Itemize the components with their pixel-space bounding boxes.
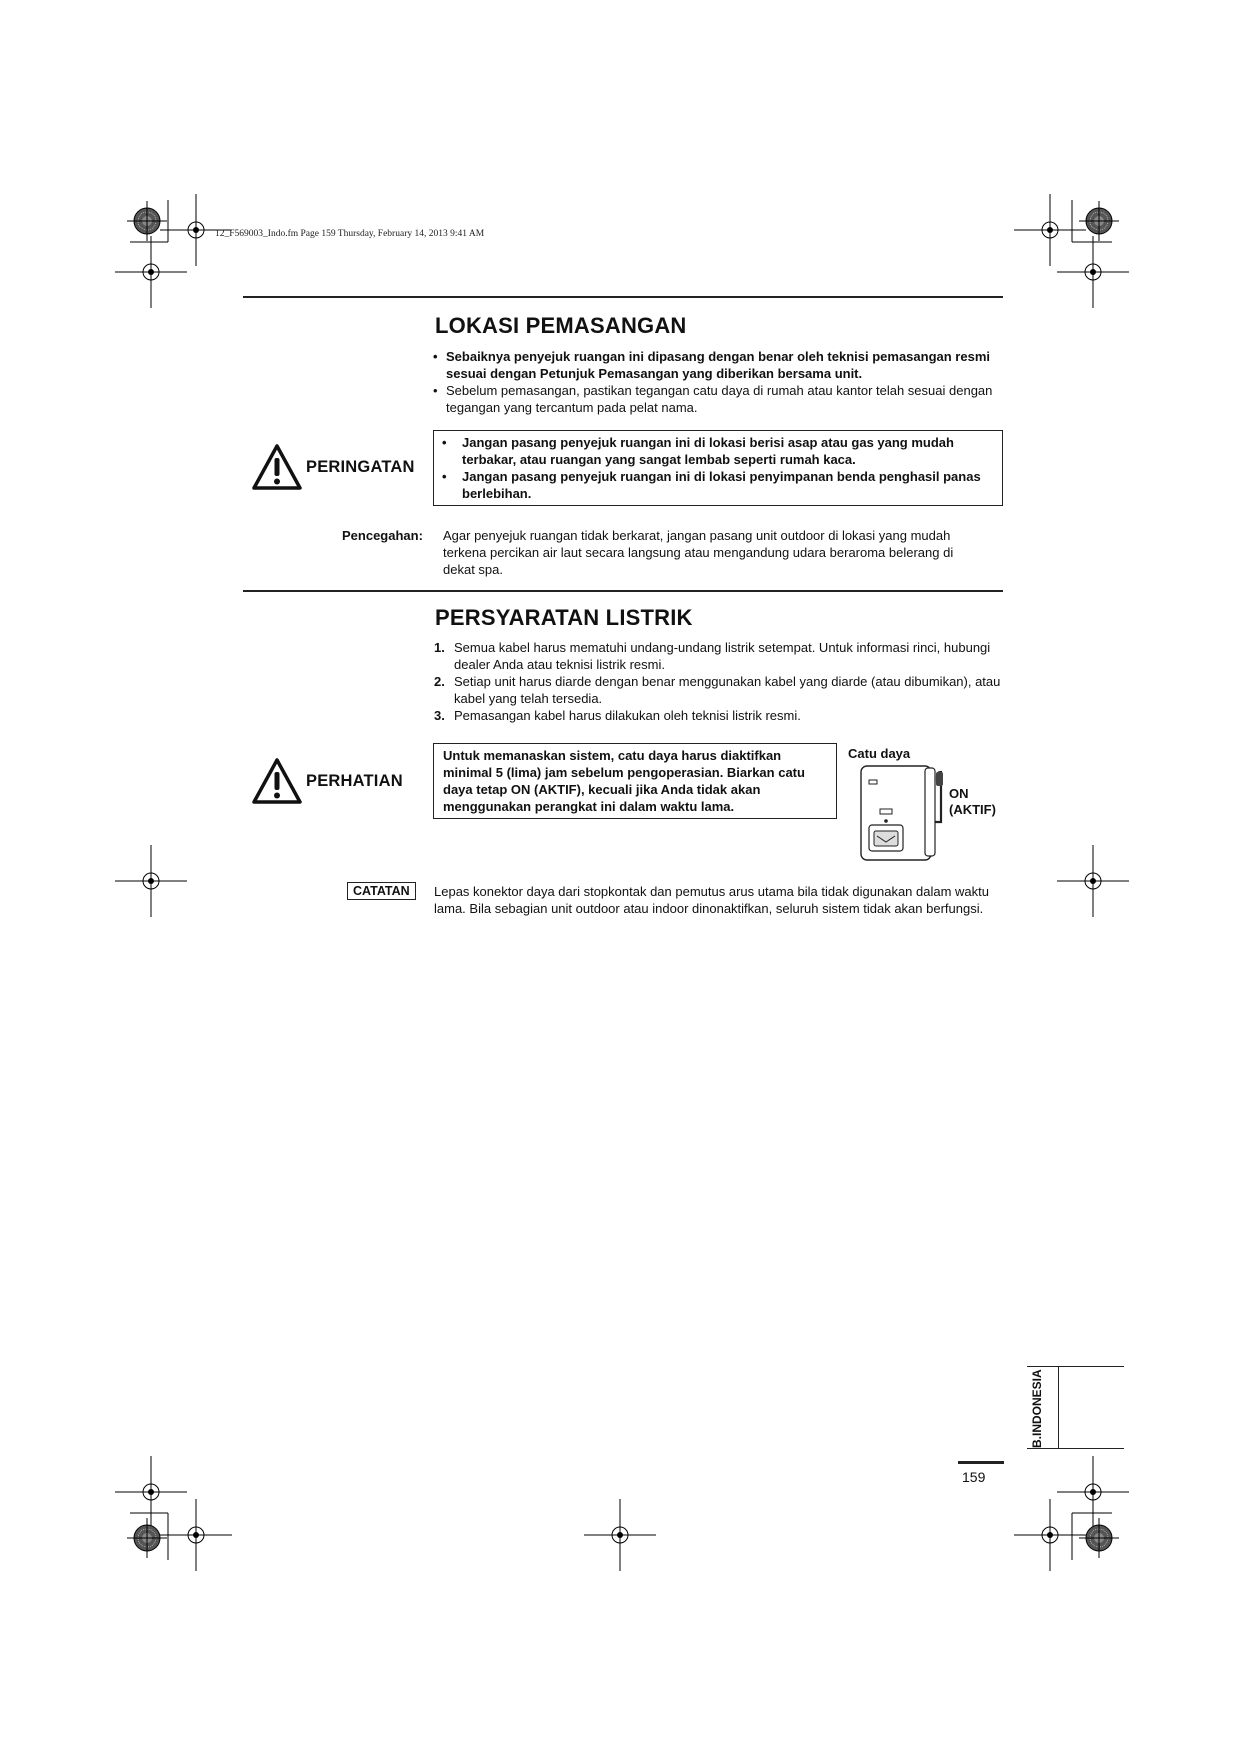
warning-item: • Jangan pasang penyejuk ruangan ini di lokasi penyimpanan benda penghasil panas berlebihan.: [442, 468, 994, 502]
language-tab: B.INDONESIA: [1030, 1369, 1044, 1448]
warning-box: [433, 430, 1003, 506]
registration-rosette-icon: [127, 201, 167, 241]
list-item: [434, 639, 1004, 673]
registration-cross-icon: [584, 1499, 656, 1571]
registration-cross-icon: [115, 1456, 187, 1528]
figure-title: Catu daya: [848, 746, 911, 761]
warning-triangle-icon: [251, 443, 303, 491]
caution-box: [433, 743, 837, 819]
section-title-persyaratan: PERSYARATAN LISTRIK: [435, 605, 693, 630]
warning-item: • Jangan pasang penyejuk ruangan ini di lokasi berisi asap atau gas yang mudah terbakar, atau ruangan yang sangat lembab seperti rumah kaca.: [442, 434, 994, 468]
tab-bottom-rule: [1027, 1448, 1124, 1449]
section-divider: [243, 590, 1003, 592]
registration-rosette-icon: [1079, 1518, 1119, 1558]
figure-on-label: ON: [949, 786, 969, 801]
registration-cross-icon: [115, 845, 187, 917]
list-item: [434, 673, 1004, 707]
file-header: 12_F569003_Indo.fm Page 159 Thursday, February 14, 2013 9:41 AM: [215, 229, 485, 239]
note-text: Lepas konektor daya dari stopkontak dan pemutus arus utama bila tidak digunakan dalam waktu lama. Bila sebagian unit outdoor atau indoor dinonaktifkan, seluruh sistem tidak akan berfungsi.: [434, 884, 990, 916]
page-number-rule: [958, 1461, 1004, 1464]
section1-bullets: [433, 348, 1003, 416]
section-divider: [243, 296, 1003, 298]
list-text: Setiap unit harus diarde dengan benar menggunakan kabel yang diarde (atau dibumikan), atau kabel yang telah tersedia.: [454, 674, 1001, 706]
power-switch-illustration: [855, 762, 955, 864]
registration-cross-icon: [115, 236, 187, 308]
caution-triangle-icon: [251, 757, 303, 805]
registration-cross-icon: [1057, 845, 1129, 917]
registration-cross-icon: [1014, 1499, 1086, 1571]
figure-aktif-label: (AKTIF): [949, 802, 996, 817]
tab-side-rule: [1058, 1366, 1059, 1448]
registration-cross-icon: [1057, 236, 1129, 308]
warning-label: PERINGATAN: [306, 458, 415, 476]
prevention-label: Pencegahan:: [342, 528, 423, 543]
list-number: 3.: [434, 708, 445, 723]
registration-rosette-icon: [1079, 201, 1119, 241]
registration-rosette-icon: [127, 1518, 167, 1558]
list-number: 2.: [434, 674, 445, 689]
prevention-text: Agar penyejuk ruangan tidak berkarat, jangan pasang unit outdoor di lokasi yang mudah terkena percikan air laut secara langsung atau mengandung udara beraroma belerang di dekat spa.: [443, 528, 954, 577]
page-number: 159: [962, 1469, 986, 1485]
list-text: Pemasangan kabel harus dilakukan oleh teknisi listrik resmi.: [454, 708, 801, 723]
list-text: Semua kabel harus mematuhi undang-undang listrik setempat. Untuk informasi rinci, hubungi dealer Anda atau teknisi listrik resmi.: [454, 640, 991, 672]
note-label: CATATAN: [347, 882, 416, 900]
caution-label: PERHATIAN: [306, 772, 403, 790]
bullet-item: • Sebaiknya penyejuk ruangan ini dipasang dengan benar oleh teknisi pemasangan resmi sesuai dengan Petunjuk Pemasangan yang diberikan bersama unit.: [433, 348, 1003, 382]
registration-cross-icon: [160, 1499, 232, 1571]
caution-text: Untuk memanaskan sistem, catu daya harus diaktifkan minimal 5 (lima) jam sebelum pengoperasian. Biarkan catu daya tetap ON (AKTIF), kecuali jika Anda tidak akan menggunakan perangkat ini dalam waktu lama.: [443, 748, 805, 814]
list-number: 1.: [434, 640, 445, 655]
registration-cross-icon: [1057, 1456, 1129, 1528]
section2-list: [434, 639, 1004, 724]
list-item: [434, 707, 1004, 724]
registration-cross-icon: [1014, 194, 1086, 266]
bullet-item: • Sebelum pemasangan, pastikan tegangan catu daya di rumah atau kantor telah sesuai dengan tegangan yang tercantum pada pelat nama.: [433, 382, 1003, 416]
section-title-lokasi: LOKASI PEMASANGAN: [435, 313, 687, 338]
tab-top-rule: [1027, 1366, 1124, 1367]
